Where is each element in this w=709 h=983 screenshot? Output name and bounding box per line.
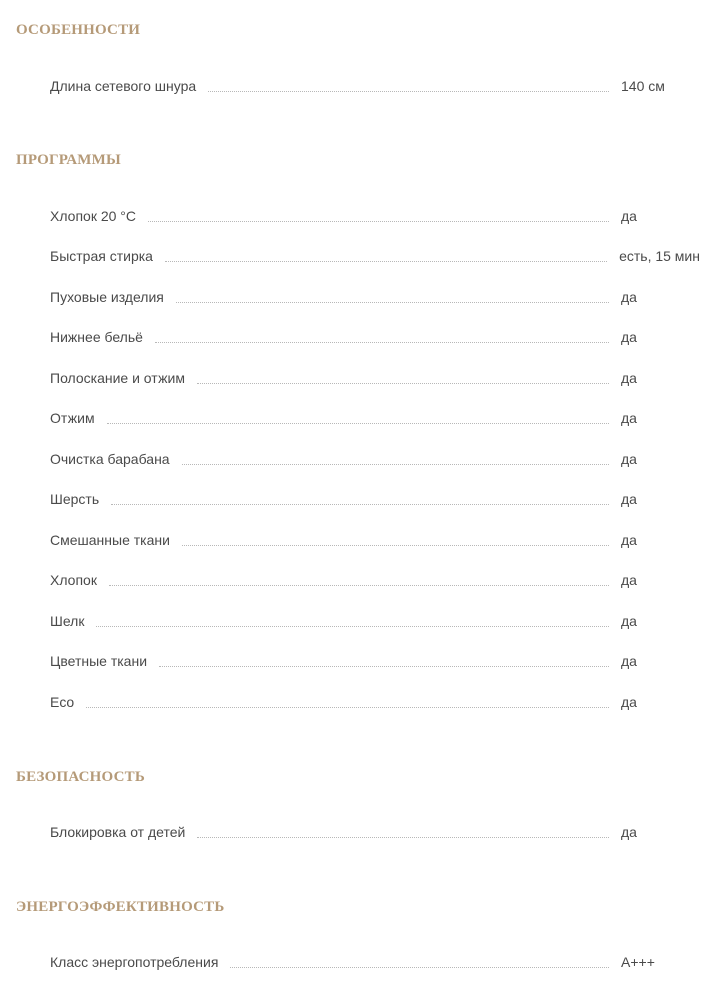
- dotted-leader: [109, 584, 609, 586]
- spec-row: [50, 952, 700, 972]
- spec-name: Цветные ткани: [50, 653, 148, 669]
- spec-value: да: [621, 572, 637, 588]
- dotted-leader: [96, 625, 609, 627]
- section-title-energy: ЭНЕРГОЭФФЕКТИВНОСТЬ: [16, 899, 225, 915]
- dotted-leader: [86, 706, 609, 708]
- spec-name: Нижнее бельё: [50, 329, 143, 345]
- dotted-leader: [182, 463, 609, 465]
- dotted-leader: [111, 503, 609, 505]
- dotted-leader: [165, 260, 607, 262]
- spec-value: да: [621, 694, 637, 710]
- spec-name: Шелк: [50, 613, 85, 629]
- spec-row: [50, 206, 700, 226]
- dotted-leader: [107, 422, 609, 424]
- spec-name: Класс энергопотребления: [50, 954, 219, 970]
- spec-name: Быстрая стирка: [50, 248, 153, 264]
- spec-row: [50, 408, 700, 428]
- spec-row: [50, 822, 700, 842]
- spec-value: да: [621, 532, 637, 548]
- spec-value: да: [621, 289, 637, 305]
- spec-value: да: [621, 491, 637, 507]
- spec-row: [50, 651, 700, 671]
- spec-name: Шерсть: [50, 491, 100, 507]
- dotted-leader: [197, 382, 609, 384]
- spec-value: да: [621, 329, 637, 345]
- dotted-leader: [197, 836, 609, 838]
- dotted-leader: [148, 220, 609, 222]
- spec-row: [50, 692, 700, 712]
- spec-row: [50, 287, 700, 307]
- spec-value: да: [621, 653, 637, 669]
- dotted-leader: [176, 301, 609, 303]
- spec-name: Полоскание и отжим: [50, 370, 185, 386]
- spec-row: [50, 489, 700, 509]
- spec-name: Хлопок 20 °C: [50, 208, 137, 224]
- spec-name: Смешанные ткани: [50, 532, 170, 548]
- section-title-features: ОСОБЕННОСТИ: [16, 22, 141, 38]
- spec-row: [50, 611, 700, 631]
- section-title-programs: ПРОГРАММЫ: [16, 152, 121, 168]
- dotted-leader: [230, 966, 609, 968]
- section-title-safety: БЕЗОПАСНОСТЬ: [16, 769, 145, 785]
- spec-value: да: [621, 451, 637, 467]
- dotted-leader: [208, 90, 609, 92]
- spec-row: [50, 570, 700, 590]
- spec-row: [50, 327, 700, 347]
- spec-value: 140 см: [621, 78, 665, 94]
- dotted-leader: [155, 341, 609, 343]
- spec-value: есть, 15 мин: [619, 248, 700, 264]
- spec-row: [50, 368, 700, 388]
- spec-name: Длина сетевого шнура: [50, 78, 197, 94]
- spec-value: да: [621, 613, 637, 629]
- spec-name: Пуховые изделия: [50, 289, 164, 305]
- spec-row: [50, 76, 700, 96]
- spec-row: [50, 530, 700, 550]
- spec-name: Очистка барабана: [50, 451, 170, 467]
- spec-value: да: [621, 824, 637, 840]
- spec-name: Отжим: [50, 410, 95, 426]
- spec-value: да: [621, 370, 637, 386]
- spec-value: да: [621, 208, 637, 224]
- spec-name: Блокировка от детей: [50, 824, 186, 840]
- dotted-leader: [182, 544, 609, 546]
- spec-row: [50, 246, 700, 266]
- spec-row: [50, 449, 700, 469]
- spec-value: A+++: [621, 954, 655, 970]
- dotted-leader: [159, 665, 609, 667]
- spec-name: Eco: [50, 694, 75, 710]
- spec-name: Хлопок: [50, 572, 97, 588]
- spec-value: да: [621, 410, 637, 426]
